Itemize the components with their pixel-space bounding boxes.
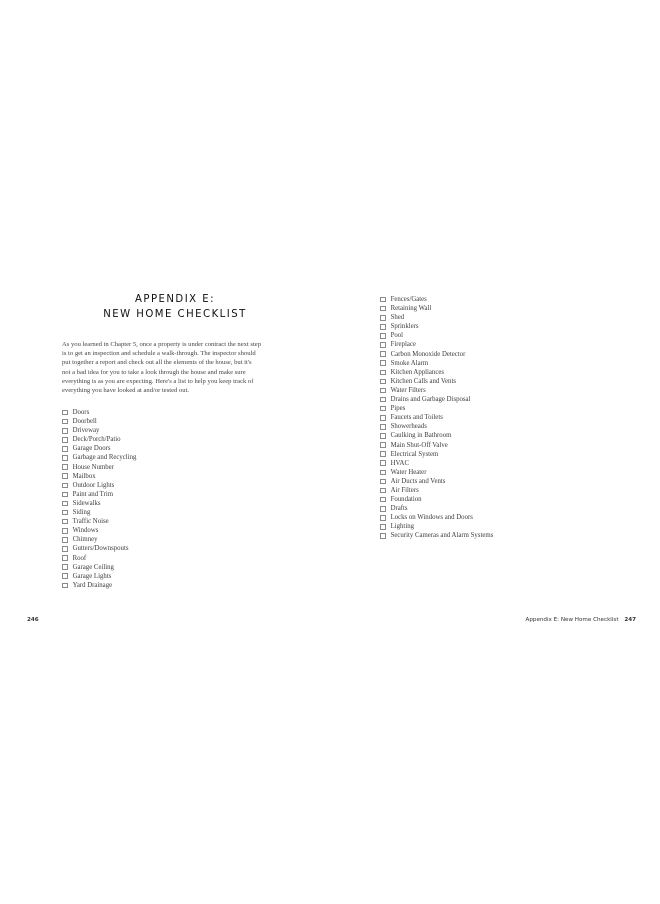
checklist-item-label: Deck/Porch/Patio	[72, 436, 121, 444]
checklist-item	[380, 377, 493, 386]
checkbox-icon	[380, 470, 386, 476]
checklist-item	[380, 313, 493, 322]
checklist-item-label: Kitchen Appliances	[390, 368, 445, 376]
checkbox-icon	[380, 415, 386, 421]
checkbox-icon	[62, 564, 68, 570]
checkbox-icon	[380, 370, 386, 376]
checklist-item-label: Fences/Gates	[390, 296, 427, 303]
checklist-item	[62, 435, 136, 444]
checklist-item-label: Main Shut-Off Valve	[390, 441, 448, 449]
checklist-item-label: Traffic Noise	[72, 518, 109, 526]
checkbox-icon	[380, 297, 386, 303]
checkbox-icon	[380, 424, 386, 430]
checklist-item	[62, 490, 136, 499]
checkbox-icon	[62, 583, 68, 589]
checkbox-icon	[380, 333, 386, 339]
checklist-item	[380, 486, 493, 495]
running-head: Appendix E: New Home Checklist	[525, 617, 619, 623]
checklist-item	[380, 522, 493, 531]
checkbox-icon	[62, 455, 68, 461]
checklist-item-label: Retaining Wall	[390, 305, 432, 313]
checklist-item-label: Showerheads	[390, 423, 427, 431]
checklist-item-label: Kitchen Calls and Vents	[390, 377, 456, 385]
checklist-item	[62, 535, 136, 544]
checkbox-icon	[380, 388, 386, 394]
checklist-item	[62, 517, 136, 526]
checklist-item-label: Yard Drainage	[72, 581, 113, 589]
checklist-item-label: Water Heater	[390, 468, 427, 476]
checklist-item-label: Garage Ceiling	[72, 563, 114, 571]
checklist-item-label: Chimney	[72, 536, 98, 544]
checklist-item	[380, 431, 493, 440]
checklist-item-label: Shed	[390, 314, 405, 322]
checklist-item	[380, 322, 493, 331]
intro-line: everything is as you are expecting. Here's a list to help you keep track of	[62, 377, 254, 385]
checkbox-icon	[62, 428, 68, 434]
checklist-item	[62, 472, 136, 481]
checkbox-icon	[62, 537, 68, 543]
checkbox-icon	[62, 464, 68, 470]
checklist-item-label: House Number	[72, 463, 114, 471]
checkbox-icon	[380, 351, 386, 357]
checkbox-icon	[380, 506, 386, 512]
checklist-item	[62, 572, 136, 581]
checklist-item	[380, 513, 493, 522]
checkbox-icon	[380, 497, 386, 503]
checklist-item	[62, 544, 136, 553]
checkbox-icon	[380, 360, 386, 366]
checklist-item-label: Locks on Windows and Doors	[390, 514, 473, 522]
checklist-item-label: Siding	[72, 509, 91, 517]
checklist-item-label: Garbage and Recycling	[72, 454, 137, 462]
checklist-item-label: Lighting	[390, 523, 415, 531]
checkbox-icon	[380, 442, 386, 448]
page-footer-right	[526, 617, 636, 623]
checklist-item-label: Carbon Monoxide Detector	[390, 350, 466, 358]
checklist-item	[62, 481, 136, 490]
checklist-item	[380, 386, 493, 395]
checklist-item-label: Doors	[72, 409, 90, 416]
checkbox-icon	[62, 510, 68, 516]
checkbox-icon	[62, 546, 68, 552]
checklist-item	[380, 441, 493, 450]
checklist-item	[380, 295, 493, 304]
checklist-item-label: Doorbell	[72, 418, 97, 426]
checklist-item-label: Roof	[72, 554, 87, 562]
checkbox-icon	[380, 315, 386, 321]
intro-line: put together a report and check out all the elements of the house, but it's	[62, 359, 252, 367]
checklist-item-label: Garage Doors	[72, 445, 111, 453]
right-page	[330, 0, 660, 904]
checkbox-icon	[380, 524, 386, 530]
checklist-item	[380, 477, 493, 486]
checkbox-icon	[380, 406, 386, 412]
checklist-item	[62, 444, 136, 453]
checkbox-icon	[62, 492, 68, 498]
checklist-item	[380, 422, 493, 431]
intro-paragraph	[62, 340, 300, 395]
intro-line: everything you have looked at and/or tested out.	[62, 387, 190, 395]
checkbox-icon	[380, 397, 386, 403]
intro-line: not a bad idea for you to take a look through the house and make sure	[62, 368, 246, 376]
checkbox-icon	[380, 342, 386, 348]
checkbox-icon	[62, 410, 68, 416]
checklist-item	[62, 463, 136, 472]
checklist-item	[62, 581, 136, 590]
checklist-item-label: Drains and Garbage Disposal	[390, 396, 471, 404]
checklist-item-label: Outdoor Lights	[72, 481, 115, 489]
checkbox-icon	[380, 533, 386, 539]
page-number-left: 246	[27, 617, 39, 623]
appendix-title-line-1: APPENDIX E:	[134, 292, 216, 305]
checkbox-icon	[62, 519, 68, 525]
checkbox-icon	[62, 555, 68, 561]
checkbox-icon	[62, 437, 68, 443]
checklist-item-label: Fireplace	[390, 341, 416, 349]
checklist-item	[380, 413, 493, 422]
checklist-item	[380, 359, 493, 368]
checkbox-icon	[380, 488, 386, 494]
checkbox-icon	[62, 483, 68, 489]
checklist-item-label: Air Ducts and Vents	[390, 477, 446, 485]
checklist-item	[380, 450, 493, 459]
checkbox-icon	[62, 573, 68, 579]
checklist-item	[380, 404, 493, 413]
checklist-item	[62, 408, 136, 417]
checkbox-icon	[62, 528, 68, 534]
checklist-item	[62, 554, 136, 563]
checklist-item-label: Mailbox	[72, 472, 96, 480]
checklist-exterior	[62, 408, 136, 590]
checklist-item	[62, 417, 136, 426]
checklist-item-label: Pool	[390, 332, 404, 340]
checklist-item	[62, 508, 136, 517]
checklist-item-label: Foundation	[390, 496, 422, 504]
checklist-item-label: Sprinklers	[390, 323, 419, 331]
intro-line: As you learned in Chapter 5, once a property is under contract the next step	[62, 341, 262, 348]
checklist-item	[380, 531, 493, 540]
checklist-item	[62, 563, 136, 572]
checklist-item	[380, 304, 493, 313]
checklist-item	[62, 453, 136, 462]
checklist-interior	[380, 295, 493, 541]
checklist-item-label: Drafts	[390, 505, 408, 513]
checkbox-icon	[62, 501, 68, 507]
checklist-item	[380, 350, 493, 359]
page-number-right: 247	[624, 617, 636, 623]
checklist-item-label: Caulking in Bathroom	[390, 432, 452, 440]
checklist-item	[380, 468, 493, 477]
checkbox-icon	[62, 473, 68, 479]
checklist-item	[62, 526, 136, 535]
checklist-item	[380, 395, 493, 404]
checkbox-icon	[380, 451, 386, 457]
checkbox-icon	[380, 306, 386, 312]
checklist-item-label: Sidewalks	[72, 499, 101, 507]
checklist-item-label: Faucets and Toilets	[390, 414, 443, 422]
checklist-item	[380, 495, 493, 504]
checklist-item	[380, 340, 493, 349]
checklist-item-label: Electrical System	[390, 450, 439, 458]
checklist-item	[62, 499, 136, 508]
checklist-item-label: Windows	[72, 527, 99, 535]
checklist-item	[380, 459, 493, 468]
checklist-item-label: Garage Lights	[72, 572, 112, 580]
checkbox-icon	[380, 433, 386, 439]
checklist-item	[380, 331, 493, 340]
checklist-item-label: Paint and Trim	[72, 490, 114, 498]
checklist-item	[380, 504, 493, 513]
checklist-item	[62, 426, 136, 435]
checkbox-icon	[62, 419, 68, 425]
checklist-item-label: Security Cameras and Alarm Systems	[390, 532, 494, 540]
checkbox-icon	[380, 379, 386, 385]
checkbox-icon	[380, 324, 386, 330]
intro-line: is to get an inspection and schedule a walk-through. The inspector should	[62, 350, 256, 358]
checkbox-icon	[380, 479, 386, 485]
checklist-item-label: Air Filters	[390, 486, 419, 494]
checklist-item-label: Smoke Alarm	[390, 359, 429, 367]
checklist-item	[380, 368, 493, 377]
checklist-item-label: Driveway	[72, 427, 100, 435]
checkbox-icon	[62, 446, 68, 452]
checkbox-icon	[380, 515, 386, 521]
checklist-item-label: Water Filters	[390, 386, 426, 394]
checklist-item-label: HVAC	[390, 459, 409, 467]
checklist-item-label: Gutters/Downspouts	[72, 545, 129, 553]
checkbox-icon	[380, 460, 386, 466]
checklist-item-label: Pipes	[390, 405, 406, 413]
appendix-title-line-2: NEW HOME CHECKLIST	[103, 307, 247, 320]
